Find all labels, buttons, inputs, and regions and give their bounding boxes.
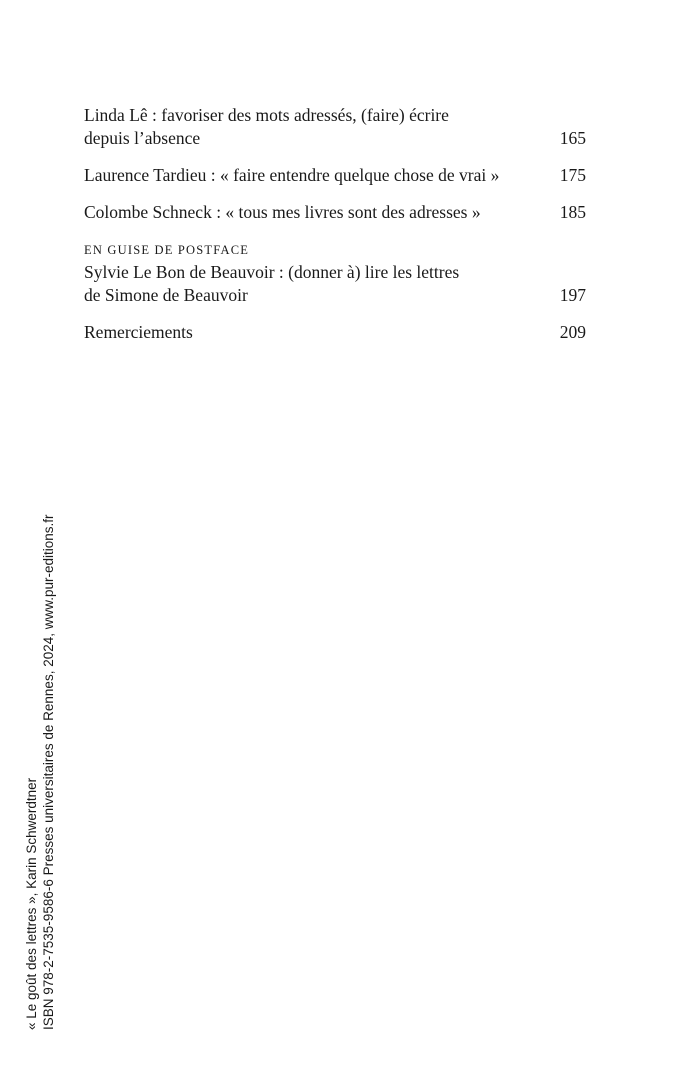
toc-page-number: 185 (559, 202, 586, 222)
sidebar-book-credit: « Le goût des lettres », Karin Schwerdtner (24, 777, 39, 1030)
toc-page-number: 209 (559, 322, 586, 342)
toc-page-number: 175 (559, 165, 586, 185)
toc-entry-linda-le (84, 104, 586, 150)
toc-entry-title: Laurence Tardieu : « faire entendre quelque chose de vrai » (84, 165, 500, 185)
toc-entry-title: Sylvie Le Bon de Beauvoir : (donner à) lire les lettres (84, 262, 460, 282)
toc-page-number: 165 (559, 128, 586, 148)
toc-entry-title: Remerciements (84, 322, 193, 342)
postface-section-label: EN GUISE DE POSTFACE (84, 243, 250, 257)
copyright-sidebar (24, 514, 57, 1030)
table-of-contents (84, 104, 586, 358)
toc-entry-title-continued: depuis l’absence (84, 128, 201, 148)
sidebar-isbn-publisher: ISBN 978-2-7535-9586-6 Presses universitaires de Rennes, 2024, www.pur-editions.fr (40, 514, 56, 1030)
toc-entry-postface (84, 261, 586, 307)
toc-entry-remerciements (84, 321, 586, 344)
toc-entry-laurence-tardieu (84, 164, 586, 187)
toc-entry-title: Colombe Schneck : « tous mes livres sont des adresses » (84, 202, 481, 222)
toc-entry-title: Linda Lê : favoriser des mots adressés, (faire) écrire (84, 105, 449, 125)
toc-entry-colombe-schneck (84, 201, 586, 224)
toc-entry-title-continued: de Simone de Beauvoir (84, 285, 248, 305)
toc-page-number: 197 (559, 285, 586, 305)
